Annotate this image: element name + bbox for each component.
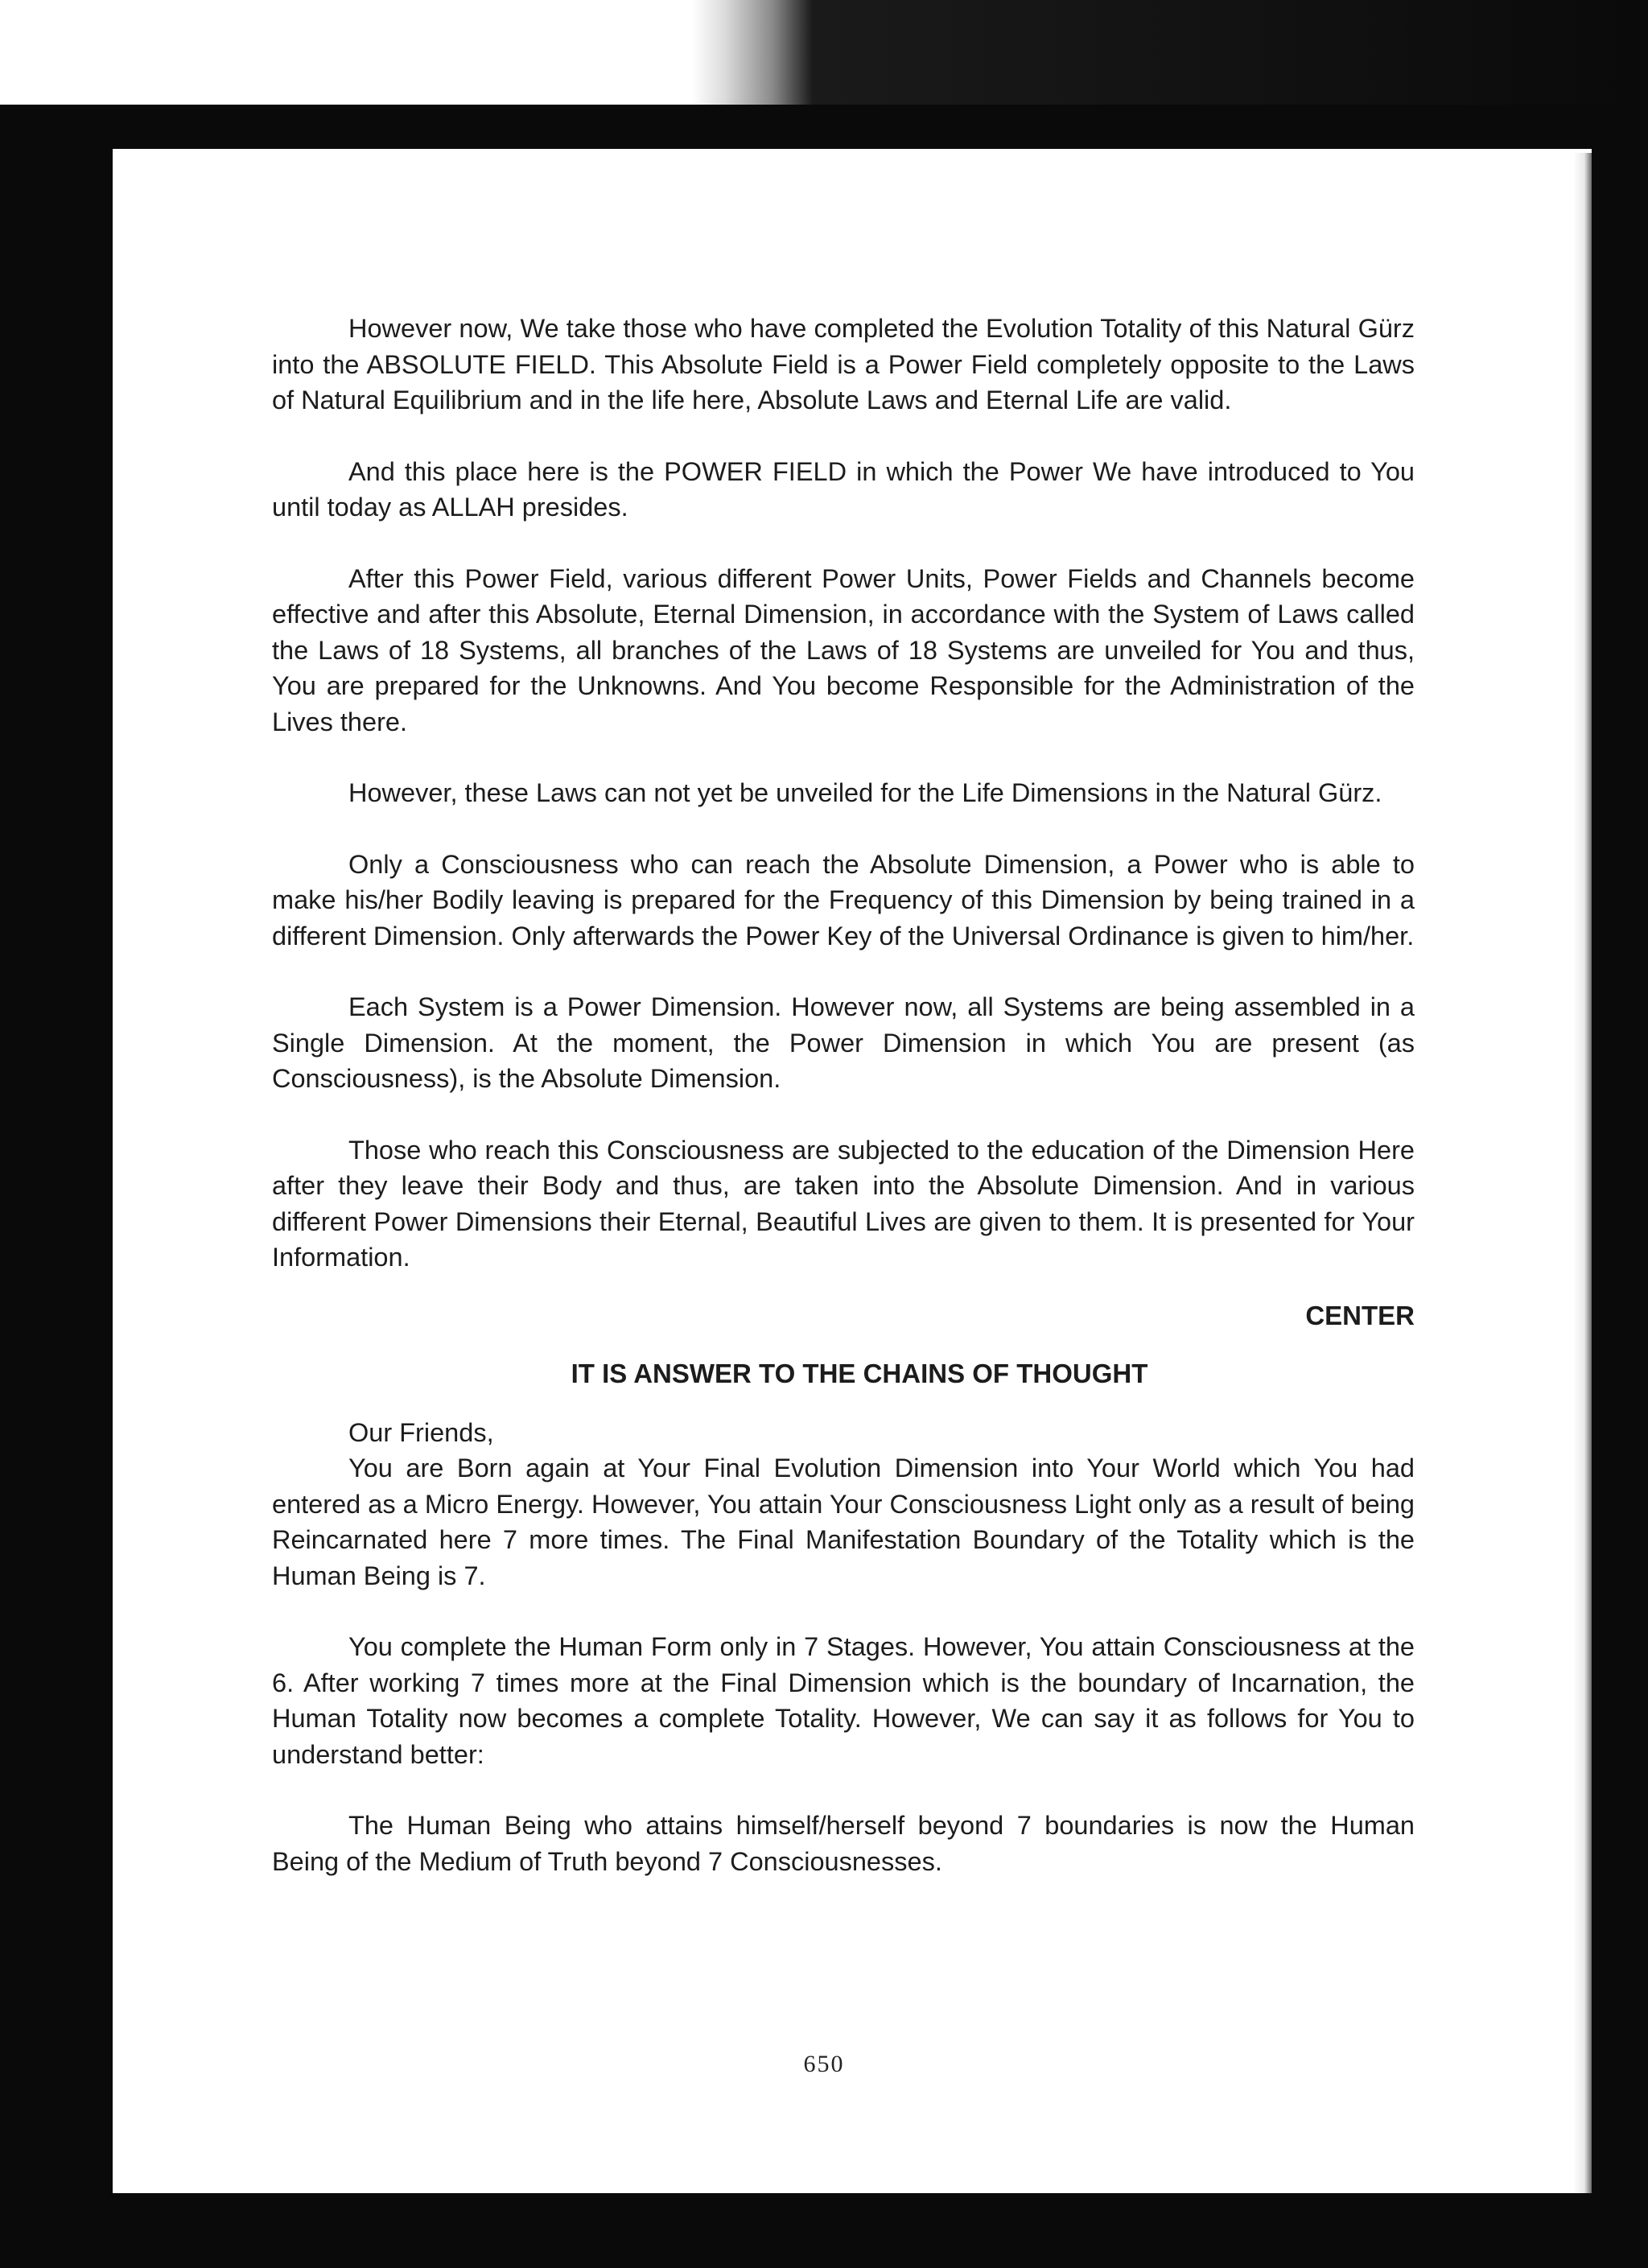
paragraph: And this place here is the POWER FIELD in which the Power We have introduced to You until today as ALLAH presides. — [272, 456, 1415, 522]
scan-top-border — [0, 105, 1648, 149]
paragraph: Only a Consciousness who can reach the Absolute Dimension, a Power who is able to make his/her Bodily leaving is prepared for the Frequency of this Dimension by being trained in a different Dimension. Only afterwards the Power Key of the Universal Ordinance is given to him/her. — [272, 849, 1415, 950]
page-number: 650 — [803, 2051, 845, 2077]
paragraph: You are Born again at Your Final Evolution Dimension into Your World which You had entered as a Micro Energy. However, You attain Your Consciousness Light only as a result of being Reincarnated here 7 more times. The Final Manifestation Boundary of the Totality which is the Human Being is 7. — [272, 1454, 1415, 1590]
page-body — [272, 311, 1415, 1879]
paragraph: You complete the Human Form only in 7 Stages. However, You attain Consciousness at the 6. After working 7 times more at the Final Dimension which is the boundary of Incarnation, the Human Totality now becomes a complete Totality. However, We can say it as follows for You to understand better: — [272, 1632, 1415, 1769]
section-heading: IT IS ANSWER TO THE CHAINS OF THOUGHT — [571, 1359, 1148, 1388]
paragraph: However, these Laws can not yet be unveiled for the Life Dimensions in the Natural Gürz. — [348, 778, 1382, 807]
paragraph: However now, We take those who have completed the Evolution Totality of this Natural Gürz into the ABSOLUTE FIELD. This Absolute Field is a Power Field completely opposite to the Laws of Natural Equilibrium and in the life here, Absolute Laws and Eternal Life are valid. — [272, 314, 1415, 414]
scan-bottom-border — [0, 2193, 1648, 2268]
paragraph: Those who reach this Consciousness are subjected to the education of the Dimension Here after they leave their Body and thus, are taken into the Absolute Dimension. And in various different Power Dimensions their Eternal, Beautiful Lives are given to them. It is presented for Your Information. — [272, 1135, 1415, 1272]
signature: CENTER — [1305, 1300, 1415, 1330]
salutation: Our Friends, — [348, 1417, 494, 1447]
scan-left-border — [0, 105, 113, 2268]
paragraph: The Human Being who attains himself/herself beyond 7 boundaries is now the Human Being of the Medium of Truth beyond 7 Consciousnesses. — [272, 1811, 1415, 1876]
paragraph: Each System is a Power Dimension. However now, all Systems are being assembled in a Single Dimension. At the moment, the Power Dimension in which You are present (as Consciousness), is the Absolute Dimension. — [272, 992, 1415, 1093]
page-edge-shadow — [1573, 153, 1592, 2193]
paragraph: After this Power Field, various different Power Units, Power Fields and Channels become effective and after this Absolute, Eternal Dimension, in accordance with the System of Laws called the Laws of 18 Systems, all branches of the Laws of 18 Systems are unveiled for You and thus, You are prepared for the Unknowns. And You become Responsible for the Administration of the Lives there. — [272, 563, 1415, 736]
scan-right-border — [1592, 137, 1648, 2268]
